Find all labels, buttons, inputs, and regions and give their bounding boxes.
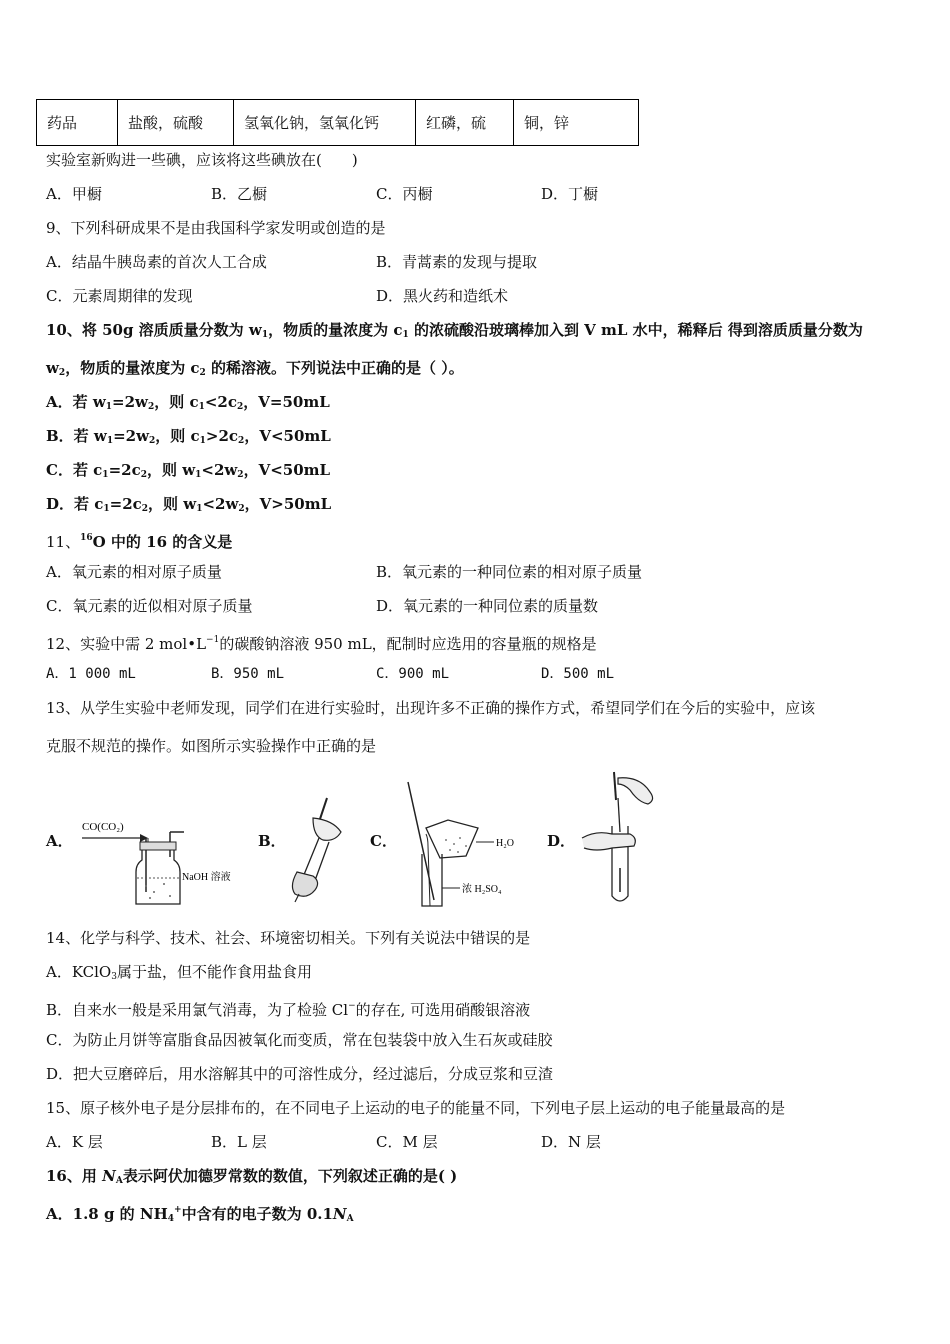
question-10-stem-line2: $w_2$，物质的量浓度为 $c_2$ 的稀溶液。下列说法中正确的是（ ）。 <box>46 359 464 378</box>
question-8-option-b: B．乙橱 <box>211 185 268 203</box>
question-13-stem-line2: 克服不规范的操作。如图所示实验操作中正确的是 <box>46 737 377 755</box>
question-9-option-d: D．黑火药和造纸术 <box>376 287 509 305</box>
question-8-option-c: C．丙橱 <box>376 185 433 203</box>
question-14-option-b: B．自来水一般是采用氯气消毒，为了检验 Cl−的存在, 可选用硝酸银溶液 <box>46 1001 531 1019</box>
table-cell: 铜，锌 <box>514 100 639 146</box>
question-9-option-b: B．青蒿素的发现与提取 <box>376 253 538 271</box>
question-14-stem: 14、化学与科学、技术、社会、环境密切相关。下列有关说法中错误的是 <box>46 929 531 947</box>
figure-c-water-label: H₂O <box>496 838 514 849</box>
question-8-stem: 实验室新购进一些碘，应该将这些碘放在( ) <box>46 151 358 169</box>
question-15-option-a: A．K 层 <box>46 1133 103 1151</box>
question-16-option-a: A．1.8 g 的 $NH_4^+$中含有的电子数为 $0.1N_A$ <box>46 1205 354 1224</box>
question-13-label-b: B． <box>258 832 286 850</box>
question-10-option-c: C．若 $c_1=2c_2$，则 $w_1<2w_2$，V<50mL <box>46 461 331 480</box>
question-13-stem-line1: 13、从学生实验中老师发现，同学们在进行实验时，出现许多不正确的操作方式，希望同学们在今后的实验中，应该 <box>46 699 816 717</box>
table-cell: 红磷，硫 <box>416 100 514 146</box>
figure-d-dropper-test-tube <box>578 768 668 908</box>
question-14-option-c: C．为防止月饼等富脂食品因被氧化而变质，常在包装袋中放入生石灰或硅胶 <box>46 1031 553 1049</box>
figure-b-separatory-funnel <box>283 790 353 905</box>
question-12-option-d: D．500 mL <box>541 666 615 682</box>
question-13-label-d: D． <box>547 832 576 850</box>
question-16-stem: 16、用 $N_A$表示阿伏加德罗常数的数值，下列叙述正确的是( ) <box>46 1167 458 1186</box>
question-14-option-a: A．KClO$_3$属于盐，但不能作食用盐食用 <box>46 963 312 982</box>
question-12-option-b: B．950 mL <box>211 666 285 682</box>
table-cell: 盐酸，硫酸 <box>118 100 234 146</box>
figure-a-gas-washing-bottle <box>80 812 250 912</box>
reagent-table <box>36 99 639 146</box>
question-15-option-d: D．N 层 <box>541 1133 601 1151</box>
question-11-option-a: A．氧元素的相对原子质量 <box>46 563 222 581</box>
question-15-option-c: C．M 层 <box>376 1133 438 1151</box>
question-8-option-d: D．丁橱 <box>541 185 599 203</box>
question-11-option-b: B．氧元素的一种同位素的相对原子质量 <box>376 563 643 581</box>
figure-a-solution-label: NaOH 溶液 <box>182 872 231 883</box>
table-cell: 药品 <box>37 100 118 146</box>
question-10-option-d: D．若 $c_1=2c_2$，则 $w_1<2w_2$，V>50mL <box>46 495 332 514</box>
table-row <box>37 100 639 146</box>
question-12-option-a: A．1 000 mL <box>46 666 136 682</box>
question-9-option-a: A．结晶牛胰岛素的首次人工合成 <box>46 253 267 271</box>
question-11-option-d: D．氧元素的一种同位素的质量数 <box>376 597 599 615</box>
table-cell: 氢氧化钠，氢氧化钙 <box>234 100 416 146</box>
question-13-label-a: A． <box>46 832 73 850</box>
question-10-option-a: A．若 $w_1=2w_2$，则 $c_1<2c_2$，V=50mL <box>46 393 330 412</box>
question-9-option-c: C．元素周期律的发现 <box>46 287 193 305</box>
question-13-label-c: C． <box>370 832 397 850</box>
question-12-stem: 12、实验中需 2 $mol•L^{-1}$的碳酸钠溶液 950 mL，配制时应选用的容量瓶的规格是 <box>46 635 597 653</box>
figure-a-gas-label: CO(CO₂) <box>82 821 124 833</box>
question-11-option-c: C．氧元素的近似相对原子质量 <box>46 597 253 615</box>
question-10-stem-line1: 10、将 50g 溶质质量分数为 $w_1$，物质的量浓度为 $c_1$ 的浓硫酸沿玻璃棒加入到 V mL 水中，稀释后 得到溶质质量分数为 <box>46 321 863 340</box>
question-9-stem: 9、下列科研成果不是由我国科学家发明或创造的是 <box>46 219 386 237</box>
question-10-option-b: B．若 $w_1=2w_2$，则 $c_1>2c_2$，V<50mL <box>46 427 331 446</box>
question-12-option-c: C．900 mL <box>376 666 450 682</box>
figure-c-dilution <box>396 778 536 908</box>
question-8-option-a: A．甲橱 <box>46 185 102 203</box>
question-15-stem: 15、原子核外电子是分层排布的，在不同电子上运动的电子的能量不同，下列电子层上运动的电子能量最高的是 <box>46 1099 786 1117</box>
figure-c-acid-label: 浓 H₂SO₄ <box>462 884 502 895</box>
question-14-option-d: D．把大豆磨碎后，用水溶解其中的可溶性成分，经过滤后，分成豆浆和豆渣 <box>46 1065 554 1083</box>
question-15-option-b: B．L 层 <box>211 1133 267 1151</box>
question-11-stem: 11、$^{16}$O 中的 16 的含义是 <box>46 533 233 551</box>
